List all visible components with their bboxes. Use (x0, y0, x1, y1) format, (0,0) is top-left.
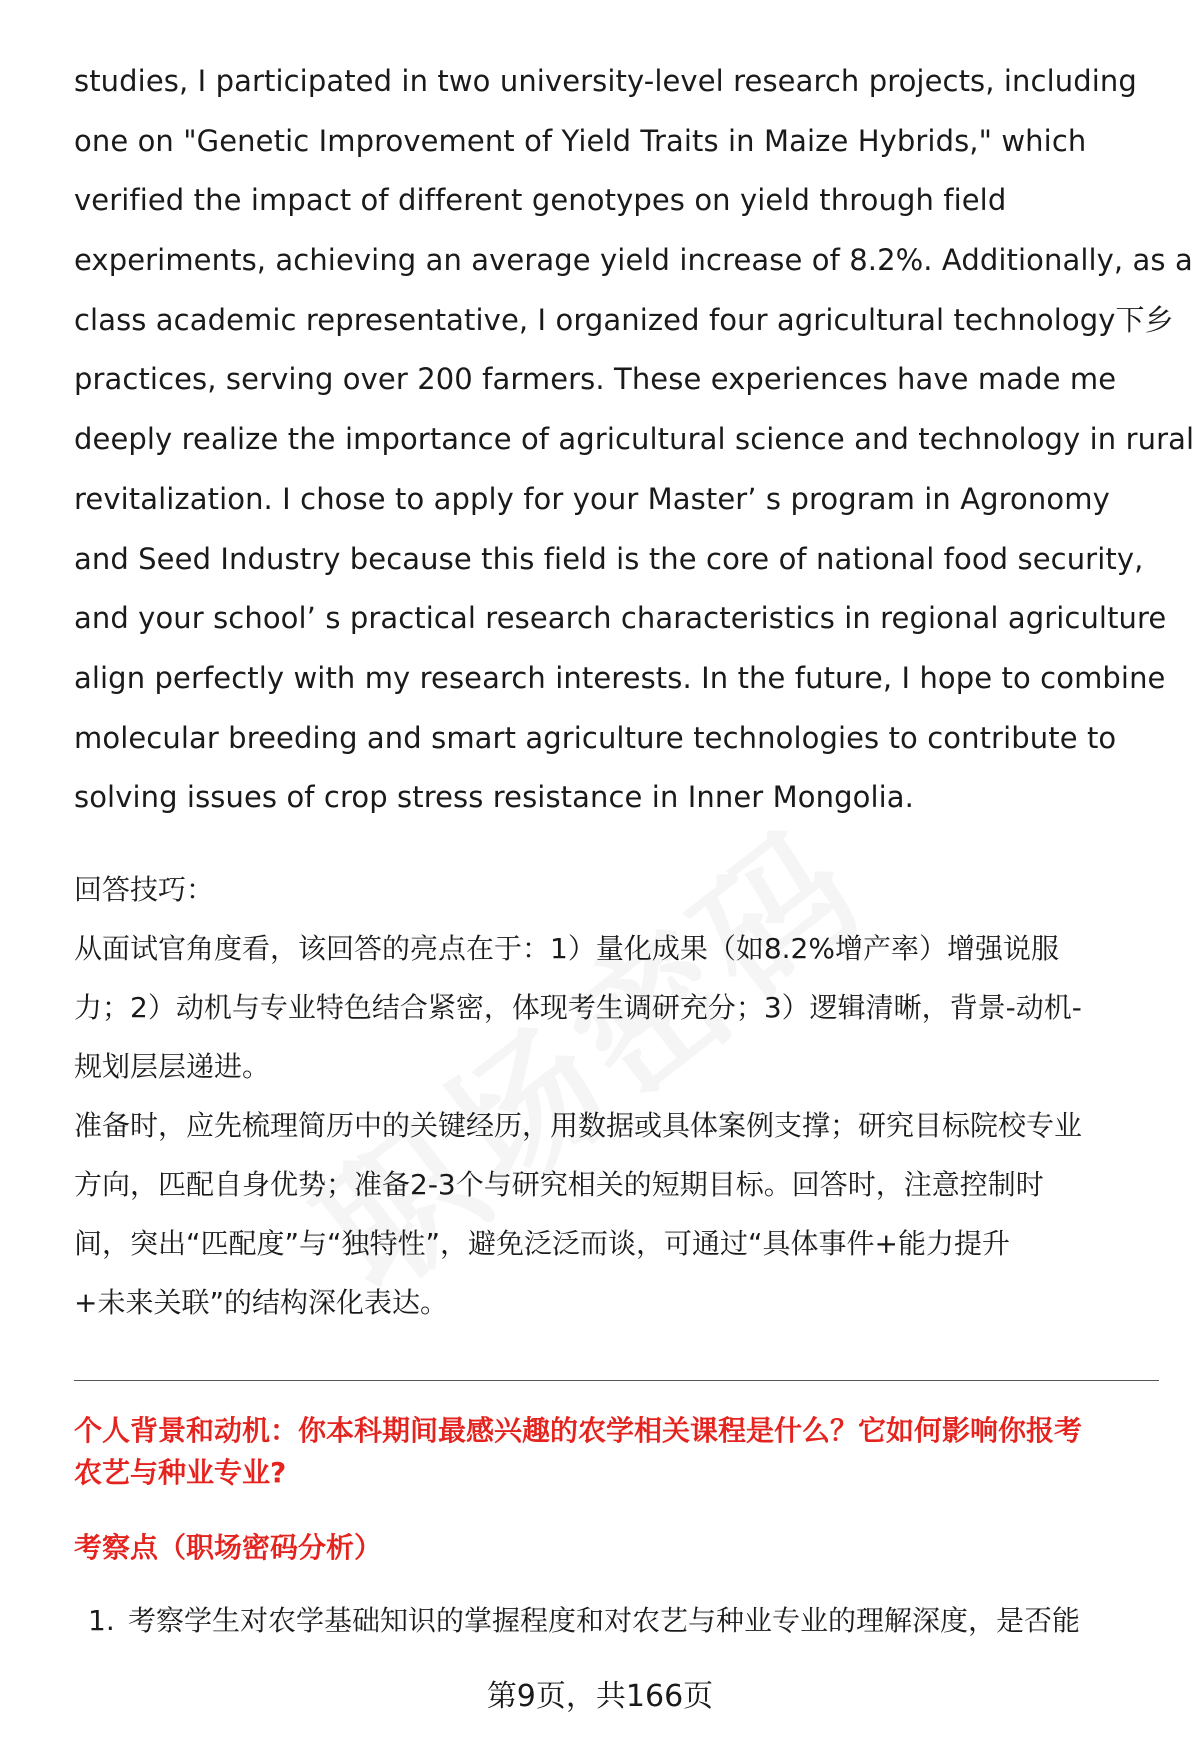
paragraph-line: solving issues of crop stress resistance in Inner Mongolia. (74, 780, 914, 815)
paragraph-line: molecular breeding and smart agriculture technologies to contribute to (74, 720, 1117, 755)
list-item-text: 考察学生对农学基础知识的掌握程度和对农艺与种业专业的理解深度，是否能 (128, 1604, 1081, 1637)
tips-line: 准备时，应先梳理简历中的关键经历，用数据或具体案例支撑；研究目标院校专业 (74, 1109, 1083, 1142)
tips-line: 从面试官角度看，该回答的亮点在于：1）量化成果（如8.2%增产率）增强说服 (74, 932, 1059, 965)
paragraph-line: deeply realize the importance of agricultural science and technology in rural (74, 422, 1195, 457)
english-answer-paragraph (74, 52, 1195, 828)
section-divider (74, 1380, 1159, 1381)
paragraph-line: practices, serving over 200 farmers. These experiences have made me (74, 362, 1117, 397)
paragraph-line: studies, I participated in two university-level research projects, including (74, 64, 1137, 98)
tips-line: +未来关联”的结构深化表达。 (74, 1286, 448, 1319)
paragraph-line: class academic representative, I organized four agricultural technology下乡 (74, 302, 1174, 337)
paragraph-line: experiments, achieving an average yield increase of 8.2%. Additionally, as a (74, 243, 1193, 278)
tips-heading: 回答技巧： (74, 873, 215, 906)
list-item (88, 1600, 1159, 1642)
answer-tips (74, 860, 1159, 1332)
paragraph-line: one on "Genetic Improvement of Yield Traits in Maize Hybrids," which (74, 123, 1087, 158)
paragraph-line: and your school’ s practical research characteristics in regional agriculture (74, 601, 1167, 636)
paragraph-line: align perfectly with my research interests. In the future, I hope to combine (74, 660, 1166, 695)
question-line: 个人背景和动机：你本科期间最感兴趣的农学相关课程是什么？它如何影响你报考 (74, 1414, 1083, 1447)
paragraph-line: and Seed Industry because this field is the core of national food security, (74, 541, 1144, 576)
page-footer: 第9页，共166页 (486, 1679, 714, 1714)
assessment-points-heading: 考察点（职场密码分析） (74, 1531, 383, 1564)
tips-line: 力；2）动机与专业特色结合紧密，体现考生调研充分；3）逻辑清晰，背景-动机- (74, 991, 1082, 1024)
paragraph-line: revitalization. I chose to apply for your Master’ s program in Agronomy (74, 481, 1110, 516)
tips-line: 间，突出“匹配度”与“独特性”，避免泛泛而谈，可通过“具体事件+能力提升 (74, 1227, 1010, 1260)
tips-line: 方向，匹配自身优势；准备2-3个与研究相关的短期目标。回答时，注意控制时 (74, 1168, 1044, 1201)
question-heading (74, 1410, 1159, 1494)
list-item-number: 1. (88, 1604, 115, 1637)
tips-line: 规划层层递进。 (74, 1050, 271, 1083)
question-line: 农艺与种业专业? (74, 1456, 287, 1489)
paragraph-line: verified the impact of different genotypes on yield through field (74, 183, 1007, 218)
